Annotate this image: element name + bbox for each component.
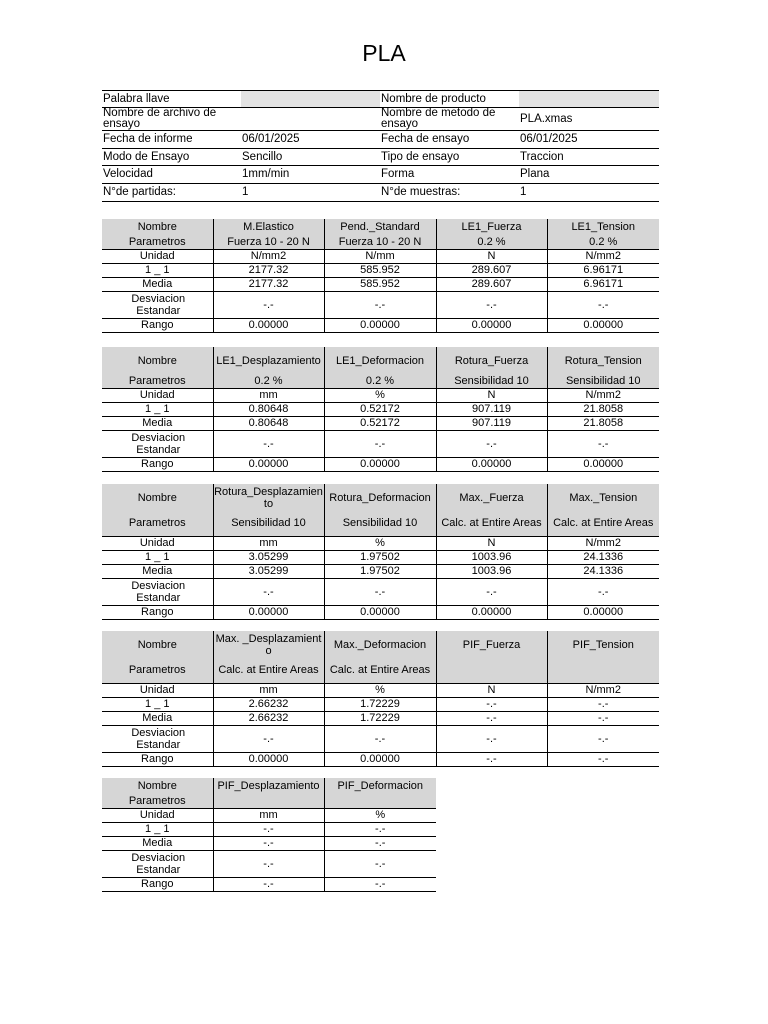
row-label: 1 _ 1 [102,550,213,564]
std-dev-row [102,291,659,318]
info-value: 06/01/2025 [241,131,380,149]
row-label: Parametros [102,658,213,683]
row-label: Rango [102,752,213,766]
row-label: Parametros [102,235,213,249]
row-label: Media [102,564,213,578]
cell-s1: -.- [213,822,324,836]
cell-param: 0.2 % [324,374,436,388]
row-label: Parametros [102,374,213,388]
sample-row [102,822,436,836]
cell-desv: -.- [547,578,659,605]
info-label: Fecha de informe [102,131,241,149]
cell-nombre: PIF_Tension [547,631,659,658]
sample-row [102,263,659,277]
cell-rango: 0.00000 [547,318,659,332]
info-row [102,91,659,108]
cell-rango: 0.00000 [436,605,547,619]
row-label: Rango [102,605,213,619]
cell-desv: -.- [547,725,659,752]
cell-rango: 0.00000 [324,605,436,619]
info-label: N°de partidas: [102,184,241,202]
cell-s1: 2177.32 [213,263,324,277]
cell-desv: -.- [213,725,324,752]
cell-s1: -.- [547,697,659,711]
page-title: PLA [362,40,406,66]
row-label: Nombre [102,631,213,658]
cell-s1: -.- [436,697,547,711]
cell-rango: 0.00000 [324,752,436,766]
name-row [102,484,659,511]
cell-s1: 24.1336 [547,550,659,564]
cell-param: Sensibilidad 10 [324,511,436,536]
cell-unidad: % [324,808,436,822]
info-value: 1mm/min [241,166,380,184]
cell-media: 3.05299 [213,564,324,578]
cell-rango: 0.00000 [436,318,547,332]
row-label: Desviacion Estandar [102,725,213,752]
info-value [241,108,380,131]
cell-unidad: N [436,249,547,263]
unit-row [102,249,659,263]
info-value: Sencillo [241,149,380,166]
info-value: 1 [519,184,659,202]
info-label: Modo de Ensayo [102,149,241,166]
cell-s1: 1.72229 [324,697,436,711]
row-label: Nombre [102,347,213,374]
cell-desv: -.- [324,578,436,605]
cell-param [547,658,659,683]
info-value [241,91,380,108]
cell-nombre: PIF_Deformacion [324,778,436,794]
range-row [102,752,659,766]
mean-row [102,711,659,725]
row-label: 1 _ 1 [102,822,213,836]
parameters-row [102,511,659,536]
cell-s1: 289.607 [436,263,547,277]
cell-media: 1.72229 [324,711,436,725]
row-label: Unidad [102,808,213,822]
cell-media: 1.97502 [324,564,436,578]
cell-desv: -.- [213,850,324,877]
row-label: Parametros [102,511,213,536]
results-table [102,484,659,620]
row-label: Media [102,416,213,430]
info-row [102,166,659,184]
info-value: Plana [519,166,659,184]
cell-media: 1003.96 [436,564,547,578]
mean-row [102,277,659,291]
std-dev-row [102,725,659,752]
cell-rango: 0.00000 [324,318,436,332]
cell-param: Sensibilidad 10 [436,374,547,388]
cell-nombre: Max._Fuerza [436,484,547,511]
cell-rango: -.- [547,752,659,766]
test-info-table [102,90,659,202]
row-label: Rango [102,457,213,471]
row-label: Parametros [102,794,213,808]
cell-nombre: Max._Deformacion [324,631,436,658]
cell-s1: 2.66232 [213,697,324,711]
cell-media: 21.8058 [547,416,659,430]
cell-desv: -.- [213,578,324,605]
cell-unidad: N [436,536,547,550]
row-label: Desviacion Estandar [102,430,213,457]
cell-unidad: N [436,388,547,402]
cell-param: Fuerza 10 - 20 N [324,235,436,249]
info-label: Nombre de archivo de ensayo [102,108,241,131]
info-label: Fecha de ensayo [380,131,519,149]
cell-nombre: LE1_Deformacion [324,347,436,374]
row-label: 1 _ 1 [102,263,213,277]
cell-s1: 21.8058 [547,402,659,416]
unit-row [102,536,659,550]
cell-unidad: mm [213,536,324,550]
cell-rango: 0.00000 [547,457,659,471]
row-label: Unidad [102,536,213,550]
cell-desv: -.- [436,291,547,318]
info-row [102,131,659,149]
row-label: 1 _ 1 [102,697,213,711]
cell-param [436,658,547,683]
cell-nombre: Rotura_Deformacion [324,484,436,511]
cell-param [213,794,324,808]
cell-unidad: % [324,683,436,697]
cell-desv: -.- [436,430,547,457]
cell-param [324,794,436,808]
info-label: Palabra llave [102,91,241,108]
cell-param: Calc. at Entire Areas [324,658,436,683]
info-label: Nombre de producto [380,91,519,108]
info-row [102,108,659,131]
info-label: Nombre de metodo de ensayo [380,108,519,131]
parameters-row [102,794,436,808]
cell-nombre: PIF_Fuerza [436,631,547,658]
cell-media: 0.80648 [213,416,324,430]
row-label: Media [102,277,213,291]
cell-nombre: M.Elastico [213,219,324,235]
row-label: Nombre [102,219,213,235]
cell-media: 24.1336 [547,564,659,578]
cell-rango: -.- [436,752,547,766]
parameters-row [102,658,659,683]
info-value: Traccion [519,149,659,166]
cell-unidad: mm [213,388,324,402]
cell-nombre: LE1_Fuerza [436,219,547,235]
row-label: Desviacion Estandar [102,578,213,605]
cell-desv: -.- [547,291,659,318]
cell-desv: -.- [213,430,324,457]
info-label: Forma [380,166,519,184]
cell-nombre: Max. _Desplazamiento [213,631,324,658]
cell-rango: 0.00000 [213,318,324,332]
cell-media: 289.607 [436,277,547,291]
row-label: Media [102,711,213,725]
cell-desv: -.- [324,850,436,877]
cell-s1: 6.96171 [547,263,659,277]
info-label: N°de muestras: [380,184,519,202]
results-table [102,347,659,472]
cell-desv: -.- [324,725,436,752]
std-dev-row [102,578,659,605]
cell-nombre: Max._Tension [547,484,659,511]
parameters-row [102,374,659,388]
name-row [102,219,659,235]
std-dev-row [102,430,659,457]
cell-param: Sensibilidad 10 [547,374,659,388]
cell-s1: 3.05299 [213,550,324,564]
cell-param: Calc. at Entire Areas [213,658,324,683]
cell-desv: -.- [547,430,659,457]
range-row [102,318,659,332]
cell-unidad: mm [213,808,324,822]
cell-desv: -.- [436,725,547,752]
name-row [102,347,659,374]
info-value: 1 [241,184,380,202]
row-label: Nombre [102,778,213,794]
cell-unidad: N/mm2 [547,249,659,263]
cell-nombre: Pend._Standard [324,219,436,235]
cell-media: 2.66232 [213,711,324,725]
cell-nombre: LE1_Desplazamiento [213,347,324,374]
cell-nombre: LE1_Tension [547,219,659,235]
mean-row [102,836,436,850]
sample-row [102,697,659,711]
cell-nombre: Rotura_Tension [547,347,659,374]
results-table [102,631,659,767]
results-table [102,778,436,892]
info-value [519,91,659,108]
name-row [102,778,436,794]
cell-param: Calc. at Entire Areas [436,511,547,536]
cell-param: 0.2 % [436,235,547,249]
cell-rango: 0.00000 [547,605,659,619]
info-value: PLA.xmas [519,108,659,131]
cell-desv: -.- [213,291,324,318]
row-label: Unidad [102,683,213,697]
cell-param: 0.2 % [547,235,659,249]
cell-s1: -.- [324,822,436,836]
cell-s1: 0.52172 [324,402,436,416]
cell-rango: 0.00000 [324,457,436,471]
cell-media: 585.952 [324,277,436,291]
mean-row [102,416,659,430]
cell-nombre: Rotura_Fuerza [436,347,547,374]
cell-rango: 0.00000 [213,457,324,471]
cell-media: 2177.32 [213,277,324,291]
cell-desv: -.- [436,578,547,605]
parameters-row [102,235,659,249]
row-label: 1 _ 1 [102,402,213,416]
info-value: 06/01/2025 [519,131,659,149]
cell-unidad: N/mm2 [547,536,659,550]
row-label: Unidad [102,388,213,402]
cell-media: -.- [324,836,436,850]
row-label: Desviacion Estandar [102,291,213,318]
row-label: Desviacion Estandar [102,850,213,877]
cell-rango: -.- [324,877,436,891]
cell-desv: -.- [324,291,436,318]
cell-media: 0.52172 [324,416,436,430]
range-row [102,457,659,471]
sample-row [102,550,659,564]
row-label: Rango [102,318,213,332]
cell-unidad: % [324,388,436,402]
range-row [102,877,436,891]
cell-media: -.- [213,836,324,850]
unit-row [102,388,659,402]
cell-unidad: % [324,536,436,550]
cell-param: Sensibilidad 10 [213,511,324,536]
cell-unidad: N/mm [324,249,436,263]
cell-nombre: Rotura_Desplazamiento [214,485,323,510]
cell-param: Calc. at Entire Areas [547,511,659,536]
cell-media: -.- [436,711,547,725]
cell-unidad: N [436,683,547,697]
row-label: Unidad [102,249,213,263]
cell-s1: 1003.96 [436,550,547,564]
unit-row [102,683,659,697]
row-label: Nombre [102,484,213,511]
info-row [102,149,659,166]
mean-row [102,564,659,578]
cell-s1: 1.97502 [324,550,436,564]
cell-media: 6.96171 [547,277,659,291]
name-row [102,631,659,658]
unit-row [102,808,436,822]
info-label: Tipo de ensayo [380,149,519,166]
results-table [102,219,659,333]
cell-unidad: N/mm2 [547,683,659,697]
cell-s1: 0.80648 [213,402,324,416]
row-label: Rango [102,877,213,891]
cell-unidad: mm [213,683,324,697]
cell-s1: 907.119 [436,402,547,416]
sample-row [102,402,659,416]
cell-rango: -.- [213,877,324,891]
cell-rango: 0.00000 [213,752,324,766]
info-label: Velocidad [102,166,241,184]
cell-media: 907.119 [436,416,547,430]
cell-param: 0.2 % [213,374,324,388]
row-label: Media [102,836,213,850]
cell-rango: 0.00000 [436,457,547,471]
cell-s1: 585.952 [324,263,436,277]
info-row [102,184,659,202]
std-dev-row [102,850,436,877]
cell-unidad: N/mm2 [213,249,324,263]
cell-unidad: N/mm2 [547,388,659,402]
cell-nombre: PIF_Desplazamiento [213,778,324,794]
cell-media: -.- [547,711,659,725]
range-row [102,605,659,619]
cell-desv: -.- [324,430,436,457]
cell-rango: 0.00000 [213,605,324,619]
cell-param: Fuerza 10 - 20 N [213,235,324,249]
